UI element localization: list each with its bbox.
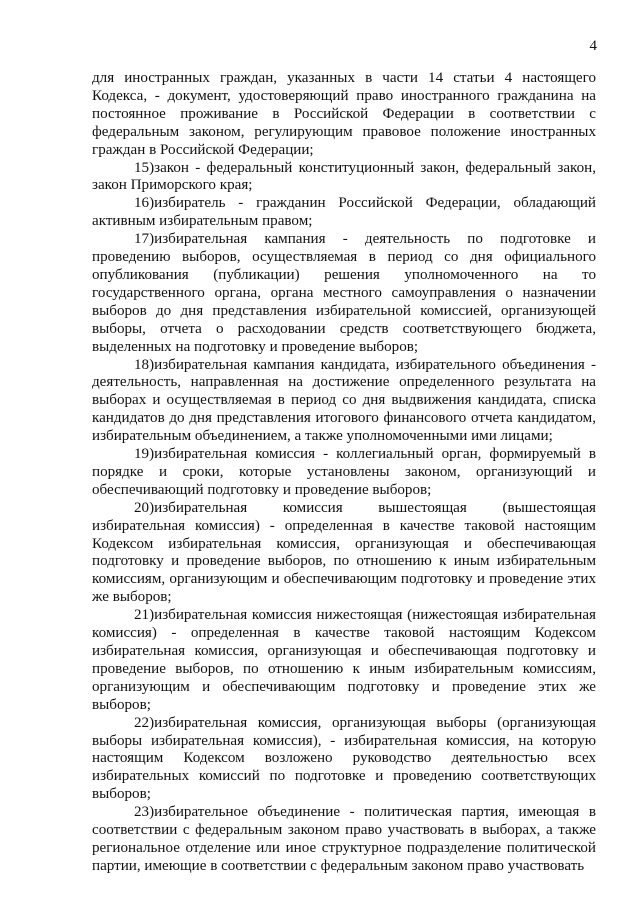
paragraph-item-15: 15)закон - федеральный конституционный закон, федеральный закон, закон Приморского края; bbox=[92, 159, 596, 194]
paragraph-item-20: 20)избирательная комиссия вышестоящая (вышестоящая избирательная комиссия) - определенная в качестве таковой настоящим Кодексом избирательная комиссия, организующая и обеспечивающая подготовку и проведение выборов, по отношению к иным избирательным комиссиям, организующим и обеспечивающим подготовку и проведение этих же выборов; bbox=[92, 499, 596, 606]
paragraph-item-18: 18)избирательная кампания кандидата, избирательного объединения - деятельность, направленная на достижение определенного результата на выборах и осуществляемая в период со дня выдвижения кандидата, списка кандидатов до дня представления итогового финансового отчета кандидатом, избирательным объединением, а также уполномоченными ими лицами; bbox=[92, 356, 596, 445]
paragraph-item-17: 17)избирательная кампания - деятельность по подготовке и проведению выборов, осуществляемая в период со дня официального опубликования (публикации) решения уполномоченного на то государственного органа, органа местного самоуправления о назначении выборов до дня представления избирательной комиссией, организующей выборы, отчета о расходовании средств соответствующего бюджета, выделенных на подготовку и проведение выборов; bbox=[92, 231, 596, 355]
paragraph-item-22: 22)избирательная комиссия, организующая выборы (организующая выборы избирательная комиссия), - избирательная комиссия, на которую настоящим Кодексом возложено руководство деятельностью всех избирательных комиссий по подготовке и проведению соответствующих выборов; bbox=[92, 714, 596, 803]
paragraph-continuation: для иностранных граждан, указанных в части 14 статьи 4 настоящего Кодекса, - документ, удостоверяющий право иностранного гражданина на постоянное проживание в Российской Федерации в соответствии с федеральным законом, регулирующим правовое положение иностранных граждан в Российской Федерации; bbox=[92, 70, 596, 158]
paragraph-item-23: 23)избирательное объединение - политическая партия, имеющая в соответствии с федеральным законом право участвовать в выборах, а также региональное отделение или иное структурное подразделение политической партии, имеющие в соответствии с федеральным законом право участвовать bbox=[92, 804, 596, 874]
paragraph-item-21: 21)избирательная комиссия нижестоящая (нижестоящая избирательная комиссия) - определенная в качестве таковой настоящим Кодексом избирательная комиссия, организующая и обеспечивающая подготовку и проведение выборов, по отношению к иным избирательным комиссиям, организующим и обеспечивающим подготовку и проведение этих же выборов; bbox=[92, 607, 596, 713]
page-number: 4 bbox=[589, 38, 597, 54]
paragraph-item-16: 16)избиратель - гражданин Российской Федерации, обладающий активным избирательным правом; bbox=[92, 195, 596, 230]
document-body bbox=[92, 70, 596, 876]
paragraph-item-19: 19)избирательная комиссия - коллегиальный орган, формируемый в порядке и сроки, которые установлены законом, организующий и обеспечивающий подготовку и проведение выборов; bbox=[92, 446, 596, 498]
